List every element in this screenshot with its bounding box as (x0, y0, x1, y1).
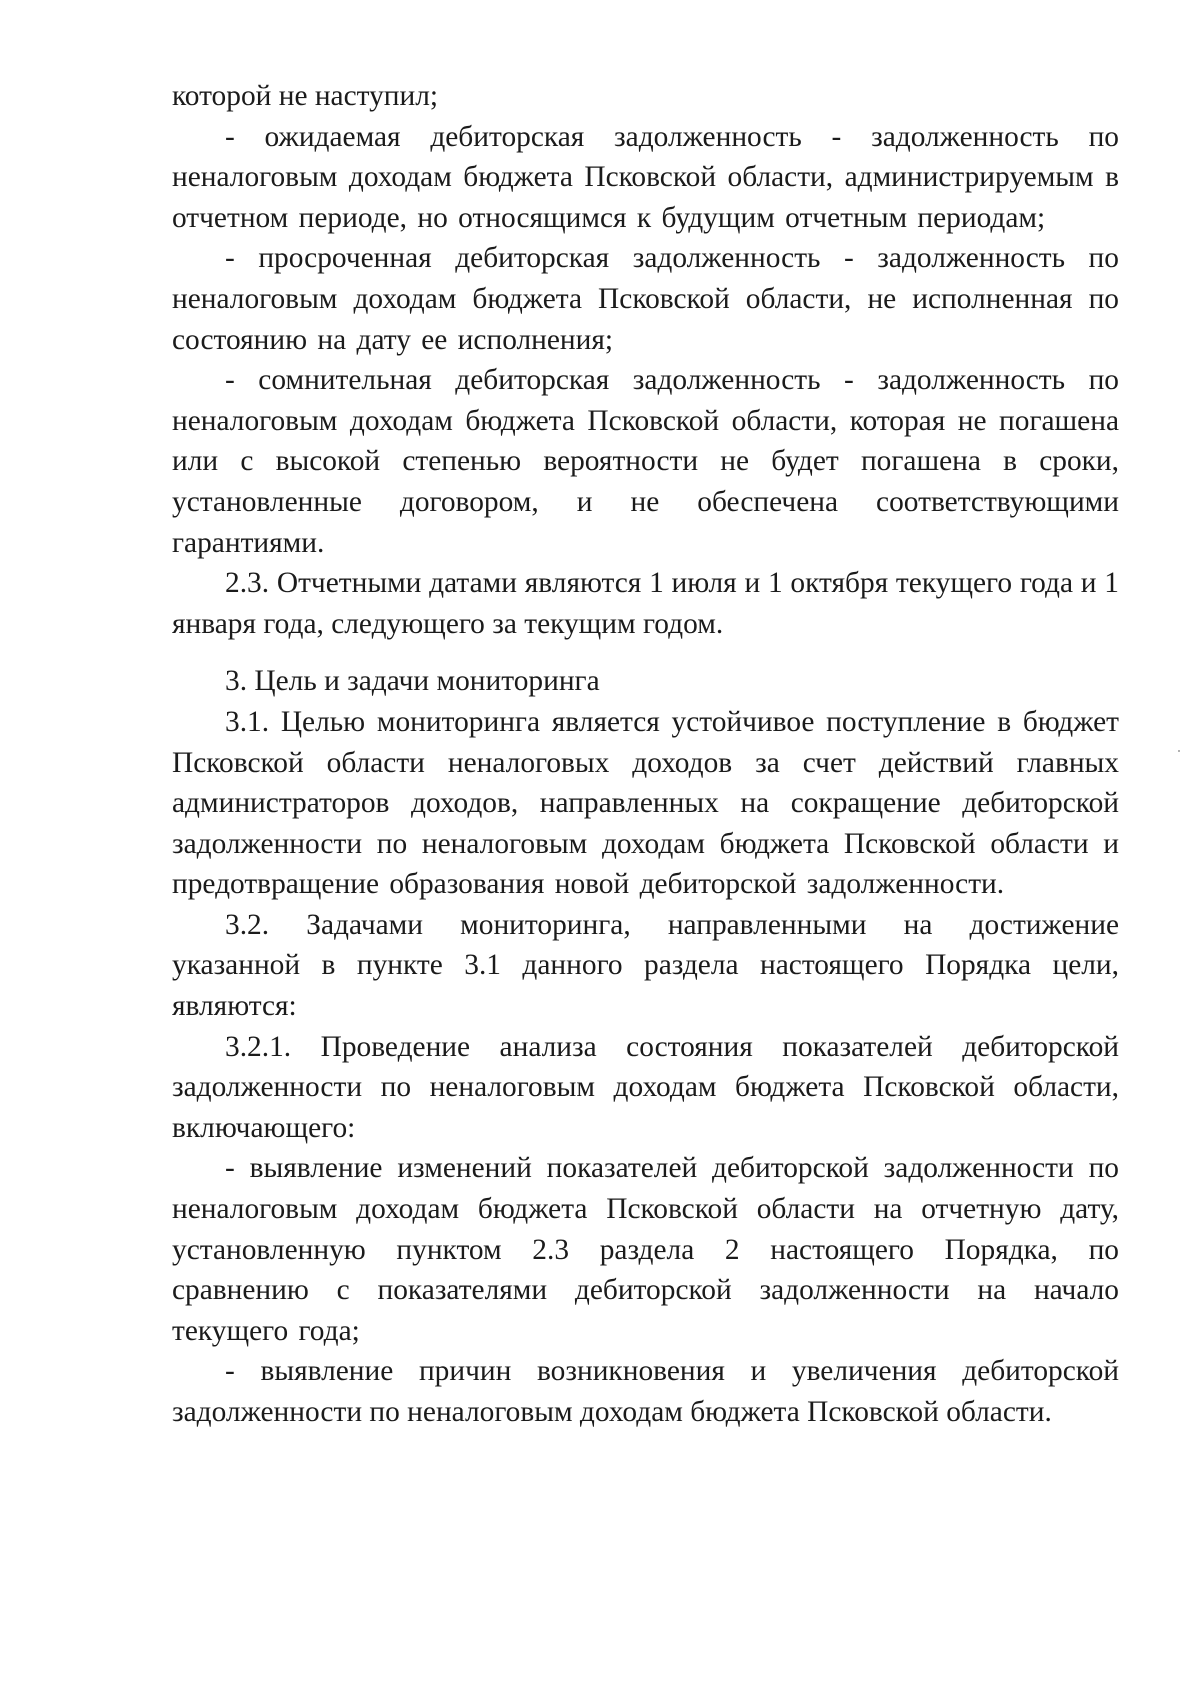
paragraph-expected-receivables: - ожидаемая дебиторская задолженность - задолженность по неналоговым доходам бюджета Псковской области, администрируемым в отчетном периоде, но относящимся к будущим отчетным периодам; (172, 120, 1119, 234)
document-body (172, 76, 1119, 1433)
paragraph-3-1: 3.1. Целью мониторинга является устойчивое поступление в бюджет Псковской области неналоговых доходов за счет действий главных администраторов доходов, направленных на сокращение дебиторской задолженности по неналоговым доходам бюджета Псковской области и предотвращение образования новой дебиторской задолженности. (172, 705, 1119, 901)
section-heading-3: 3. Цель и задачи мониторинга (225, 665, 600, 698)
paragraph-3-2-1: 3.2.1. Проведение анализа состояния показателей дебиторской задолженности по неналоговым доходам бюджета Псковской области, включающего: (172, 1030, 1119, 1144)
paragraph-continuation: которой не наступил; (172, 80, 439, 112)
paragraph-identify-causes: - выявление причин возникновения и увеличения дебиторской задолженности по неналоговым доходам бюджета Псковской области. (172, 1355, 1119, 1428)
paragraph-overdue-receivables: - просроченная дебиторская задолженность - задолженность по неналоговым доходам бюджета Псковской области, не исполненная по состоянию на дату ее исполнения; (172, 242, 1119, 356)
paragraph-doubtful-receivables: - сомнительная дебиторская задолженность - задолженность по неналоговым доходам бюджета Псковской области, которая не погашена или с высокой степенью вероятности не будет погашена в сроки, установленные договором, и не обеспечена соответствующими гарантиями. (172, 364, 1119, 559)
paragraph-identify-changes: - выявление изменений показателей дебиторской задолженности по неналоговым доходам бюджета Псковской области на отчетную дату, установленную пунктом 2.3 раздела 2 настоящего Порядка, по сравнению с показателями дебиторской задолженности на начало текущего года; (172, 1152, 1119, 1347)
paragraph-3-2: 3.2. Задачами мониторинга, направленными на достижение указанной в пункте 3.1 данного раздела настоящего Порядка цели, являются: (172, 908, 1119, 1023)
scan-speck (1178, 750, 1180, 752)
paragraph-2-3: 2.3. Отчетными датами являются 1 июля и 1 октября текущего года и 1 января года, следующего за текущим годом. (172, 567, 1119, 640)
